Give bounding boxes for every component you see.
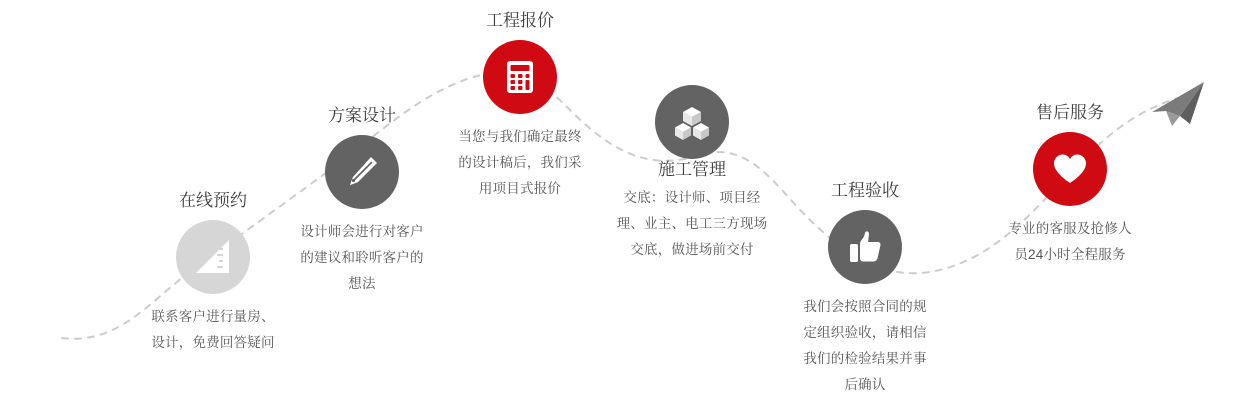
step-title: 工程验收 (831, 181, 899, 200)
step-description: 交底：设计师、项目经理、业主、电工三方现场交底，做进场前交付 (616, 190, 768, 257)
step-construction-management (612, 85, 772, 263)
step-description: 专业的客服及抢修人员24小时全程服务 (1008, 221, 1132, 262)
step-title: 在线预约 (179, 191, 247, 210)
step-description: 联系客户进行量房、设计，免费回答疑问 (151, 309, 275, 350)
step-online-booking (133, 190, 293, 356)
pen-icon (325, 135, 399, 209)
step-project-acceptance (785, 180, 945, 398)
step-title: 方案设计 (328, 106, 396, 125)
heart-icon (1033, 132, 1107, 206)
step-description: 设计师会进行对客户的建议和聆听客户的想法 (300, 224, 424, 291)
paper-plane-arrow-icon (1152, 82, 1204, 126)
step-title: 施工管理 (658, 160, 726, 179)
thumbs-up-icon (828, 210, 902, 284)
step-title: 工程报价 (486, 11, 554, 30)
step-description: 当您与我们确定最终的设计稿后，我们采用项目式报价 (458, 129, 582, 196)
ruler-icon (176, 220, 250, 294)
step-title: 售后服务 (1036, 103, 1104, 122)
step-after-sales-service (990, 102, 1150, 268)
step-project-quotation (440, 10, 600, 202)
step-scheme-design (282, 105, 442, 297)
boxes-icon (655, 85, 729, 159)
step-description: 我们会按照合同的规定组织验收，请相信我们的检验结果并事后确认 (803, 299, 927, 392)
calculator-icon (483, 40, 557, 114)
